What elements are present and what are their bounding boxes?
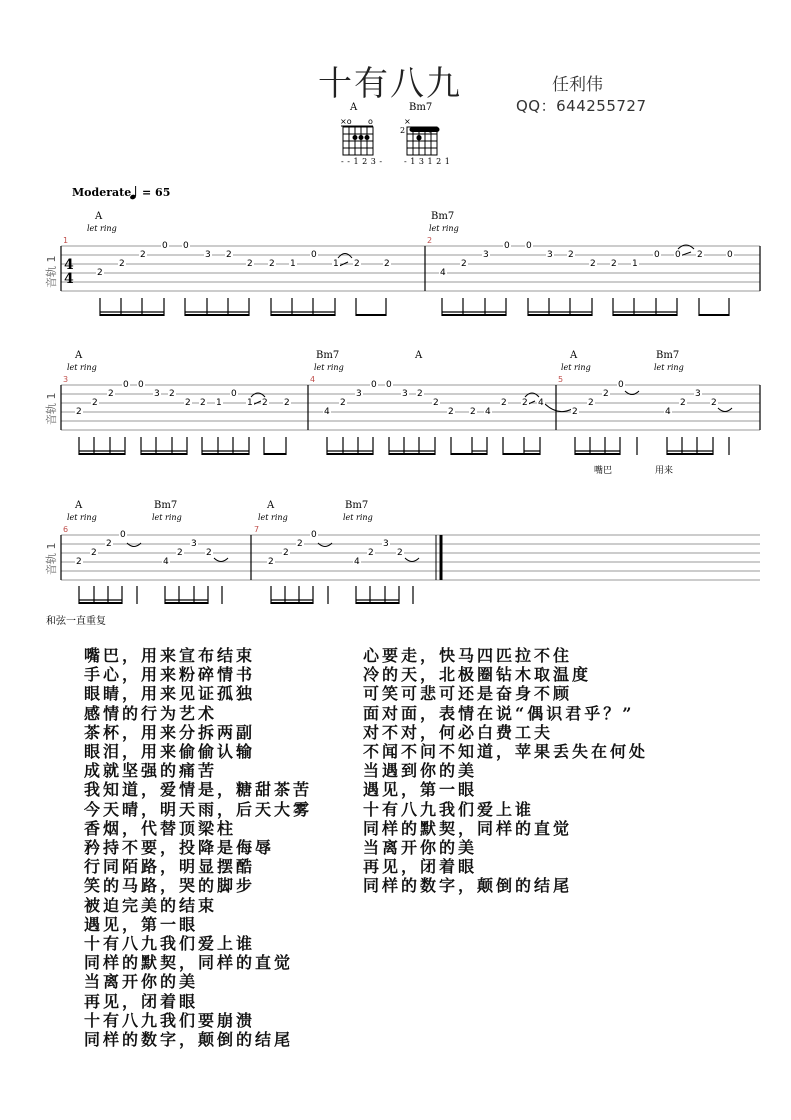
chord-symbol: Bm7 <box>345 500 369 511</box>
fret-number: 2 <box>200 398 206 408</box>
svg-text:×: × <box>404 117 411 126</box>
fret-number: 0 <box>504 241 510 251</box>
fret-number: 3 <box>695 389 701 399</box>
let-ring-mark: let ring <box>654 363 684 372</box>
fret-number: 3 <box>154 389 160 399</box>
lyric-hint: 用来 <box>655 466 674 476</box>
fret-number: 0 <box>311 250 317 260</box>
fret-number: 1 <box>632 259 638 269</box>
fret-number: 4 <box>324 407 330 417</box>
measure-number: 4 <box>310 375 316 384</box>
lyric-line: 十有八九我们要崩溃 <box>84 1010 256 1030</box>
svg-text:×o: ×o <box>340 117 352 126</box>
song-title: 十有八九 <box>318 64 462 104</box>
fret-number: 0 <box>727 250 733 260</box>
chord-diagram-a-name: A <box>350 102 358 113</box>
lyric-line: 十有八九我们爱上谁 <box>363 799 535 819</box>
lyric-line: 同样的默契，同样的直觉 <box>84 953 294 973</box>
let-ring-mark: let ring <box>67 363 97 372</box>
lyric-line: 嘴巴，用来宣布结束 <box>84 646 256 665</box>
fret-number: 2 <box>140 250 146 260</box>
lyric-line: 心要走，快马四匹拉不住 <box>363 646 573 665</box>
fret-number: 3 <box>547 250 553 260</box>
fret-number: 0 <box>526 241 532 251</box>
fret-number: 2 <box>284 398 290 408</box>
fret-number: 0 <box>231 389 237 399</box>
lyric-line: 同样的数字，颠倒的结尾 <box>84 1030 294 1050</box>
fret-number: 2 <box>268 557 274 567</box>
fret-number: 2 <box>76 557 82 567</box>
lyric-line: 香烟，代替顶梁柱 <box>84 818 237 838</box>
svg-text:o: o <box>368 117 373 126</box>
chord-repeat-note: 和弦一直重复 <box>46 616 106 627</box>
fret-number: 2 <box>269 259 275 269</box>
fret-number: 0 <box>183 241 189 251</box>
fret-number: 1 <box>333 259 339 269</box>
chord-symbol: A <box>75 500 83 511</box>
lyric-line: 当离开你的美 <box>84 972 199 992</box>
lyric-line: 我知道，爱情是，糖甜茶苦 <box>84 780 313 800</box>
measure-number: 1 <box>63 236 69 245</box>
lyric-line: 笑的马路，哭的脚步 <box>84 876 256 896</box>
lyrics-right-column <box>363 646 648 896</box>
fret-number: 3 <box>402 389 408 399</box>
fret-number: 2 <box>397 548 403 558</box>
let-ring-mark: let ring <box>67 513 97 522</box>
fret-number: 3 <box>356 389 362 399</box>
fret-number: 3 <box>383 539 389 549</box>
fret-number: 2 <box>572 407 578 417</box>
lyric-hint: 嘴巴 <box>594 466 613 476</box>
fret-number: 0 <box>120 530 126 540</box>
lyric-line: 眼睛，用来见证孤独 <box>84 684 256 704</box>
chord-diagram-bm7 <box>404 117 439 155</box>
fret-number: 2 <box>711 398 717 408</box>
fret-number: 2 <box>433 398 439 408</box>
fret-number: 2 <box>461 259 467 269</box>
lyric-line: 手心，用来粉碎情书 <box>84 665 256 685</box>
fret-number: 2 <box>206 548 212 558</box>
chord-diagram-bm7-fret: 2 <box>400 126 406 135</box>
tempo-value: = 65 <box>142 186 171 199</box>
fret-number: 2 <box>169 389 175 399</box>
fret-number: 2 <box>177 548 183 558</box>
fret-number: 2 <box>76 407 82 417</box>
lyric-line: 遇见，第一眼 <box>84 914 199 934</box>
chord-symbol: A <box>267 500 275 511</box>
author-name: 任利伟 <box>552 75 603 95</box>
author-qq: QQ：644255727 <box>516 97 647 115</box>
measure-number: 5 <box>558 375 564 384</box>
fret-number: 4 <box>485 407 491 417</box>
fret-number: 1 <box>216 398 222 408</box>
lyric-line: 对不对，何必白费工夫 <box>363 722 554 742</box>
chord-diagram-bm7-name: Bm7 <box>409 102 433 113</box>
let-ring-mark: let ring <box>561 363 591 372</box>
lyric-line: 同样的数字，颠倒的结尾 <box>363 876 573 896</box>
fret-number: 1 <box>247 398 253 408</box>
let-ring-mark: let ring <box>258 513 288 522</box>
fret-number: 2 <box>590 259 596 269</box>
fret-number: 0 <box>123 380 129 390</box>
fret-number: 4 <box>163 557 169 567</box>
fret-number: 2 <box>568 250 574 260</box>
lyric-line: 矜持不要，投降是侮辱 <box>84 838 275 858</box>
fret-number: 2 <box>470 407 476 417</box>
let-ring-mark: let ring <box>152 513 182 522</box>
chord-diagram-a-fingering: - - 1 2 3 - <box>341 157 383 166</box>
chord-symbol: Bm7 <box>316 350 340 361</box>
fret-number: 3 <box>205 250 211 260</box>
measure-number: 7 <box>254 525 260 534</box>
fret-number: 2 <box>680 398 686 408</box>
chord-symbol: A <box>95 211 103 222</box>
rhythm-beams-system-2 <box>79 437 729 455</box>
lyric-line: 当遇到你的美 <box>363 761 478 781</box>
lyric-line: 行同陌路，明显摆酷 <box>84 857 256 877</box>
fret-number: 0 <box>618 380 624 390</box>
fret-number: 2 <box>297 539 303 549</box>
lyric-line: 十有八九我们爱上谁 <box>84 934 256 954</box>
fret-number: 2 <box>247 259 253 269</box>
fret-number: 4 <box>440 268 446 278</box>
fret-number: 2 <box>108 389 114 399</box>
lyric-line: 再见，闭着眼 <box>84 991 199 1011</box>
let-ring-mark: let ring <box>343 513 373 522</box>
fret-number: 4 <box>354 557 360 567</box>
chord-symbol: Bm7 <box>656 350 680 361</box>
fret-number: 2 <box>448 407 454 417</box>
staff-system-2 <box>61 385 760 430</box>
lyric-line: 同样的默契，同样的直觉 <box>363 818 573 838</box>
chord-diagram-bm7-fingering: - 1 3 1 2 1 <box>404 157 451 166</box>
fret-number: 2 <box>283 548 289 558</box>
fret-number: 3 <box>483 250 489 260</box>
fret-number: 2 <box>354 259 360 269</box>
lyric-line: 可笑可悲可还是奋身不顾 <box>363 684 573 704</box>
lyric-line: 成就坚强的痛苦 <box>84 761 218 781</box>
let-ring-mark: let ring <box>429 224 459 233</box>
tempo-label: Moderate <box>72 186 132 199</box>
fret-number: 0 <box>162 241 168 251</box>
fret-number: 2 <box>262 398 268 408</box>
fret-number: 4 <box>665 407 671 417</box>
lyric-line: 被迫完美的结束 <box>84 895 218 915</box>
lyric-line: 不闻不问不知道，苹果丢失在何处 <box>363 742 649 762</box>
fret-number: 2 <box>603 389 609 399</box>
fret-number: 2 <box>340 398 346 408</box>
chord-symbol: A <box>75 350 83 361</box>
lyric-line: 当离开你的美 <box>363 838 478 858</box>
fret-number: 2 <box>106 539 112 549</box>
fret-number: 2 <box>185 398 191 408</box>
fret-number: 2 <box>226 250 232 260</box>
fret-number: 2 <box>119 259 125 269</box>
fret-number: 1 <box>290 259 296 269</box>
fret-number: 2 <box>611 259 617 269</box>
lyric-line: 冷的天，北极圈钻木取温度 <box>363 665 592 685</box>
let-ring-mark: let ring <box>314 363 344 372</box>
track-label-system-3: 音轨 1 <box>45 542 58 575</box>
fret-number: 2 <box>501 398 507 408</box>
fret-number: 2 <box>97 268 103 278</box>
track-label-system-1: 音轨 1 <box>45 255 58 288</box>
lyric-line: 今天晴，明天雨，后天大雾 <box>84 799 313 819</box>
fret-number: 0 <box>386 380 392 390</box>
lyric-line: 遇见，第一眼 <box>363 780 478 800</box>
fret-number: 0 <box>654 250 660 260</box>
fret-number: 2 <box>91 548 97 558</box>
fret-number: 0 <box>371 380 377 390</box>
fret-number: 2 <box>697 250 703 260</box>
fret-number: 2 <box>522 398 528 408</box>
chord-diagram-a <box>340 117 373 155</box>
chord-symbol: A <box>415 350 423 361</box>
measure-number: 2 <box>427 236 433 245</box>
lyric-line: 面对面，表情在说“偶识君乎？” <box>363 703 635 723</box>
let-ring-mark: let ring <box>87 224 117 233</box>
measure-number: 6 <box>63 525 69 534</box>
measure-number: 3 <box>63 375 69 384</box>
fret-number: 4 <box>538 398 544 408</box>
chord-symbol: A <box>570 350 578 361</box>
fret-number: 3 <box>191 539 197 549</box>
svg-text:4: 4 <box>64 271 74 287</box>
rhythm-beams-system-1 <box>100 298 729 316</box>
time-signature: 4 <box>64 257 74 273</box>
chord-symbol: Bm7 <box>154 500 178 511</box>
rhythm-beams-system-3 <box>79 586 413 604</box>
lyric-line: 眼泪，用来偷偷认输 <box>84 742 256 762</box>
lyric-line: 茶杯，用来分拆两副 <box>84 722 256 742</box>
chord-symbol: Bm7 <box>431 211 455 222</box>
fret-number: 2 <box>588 398 594 408</box>
fret-number: 2 <box>92 398 98 408</box>
lyrics-left-column <box>84 646 312 1049</box>
fret-number: 2 <box>417 389 423 399</box>
lyric-line: 再见，闭着眼 <box>363 857 478 877</box>
fret-number: 2 <box>368 548 374 558</box>
fret-number: 2 <box>384 259 390 269</box>
fret-number: 0 <box>311 530 317 540</box>
fret-number: 0 <box>138 380 144 390</box>
track-label-system-2: 音轨 1 <box>45 392 58 425</box>
lyric-line: 感情的行为艺术 <box>84 703 218 723</box>
fret-number: 0 <box>675 250 681 260</box>
